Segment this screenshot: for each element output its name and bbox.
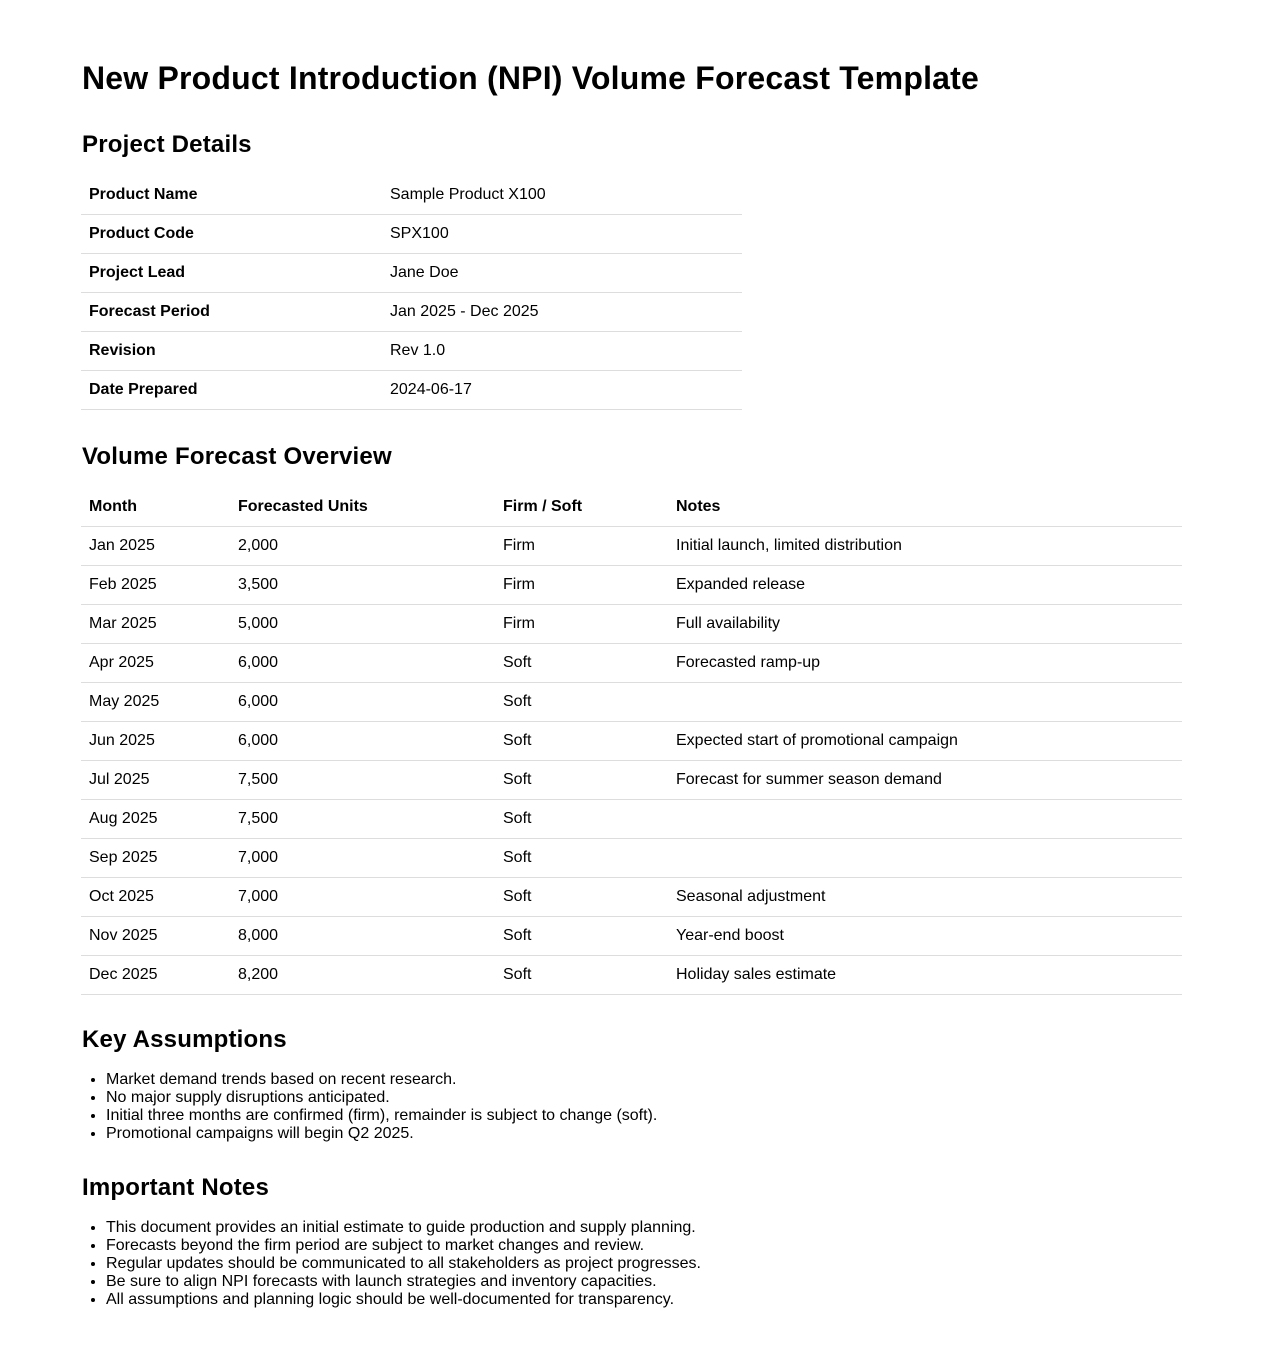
firm-soft-cell: Soft [503, 810, 532, 827]
units-cell: 8,200 [238, 966, 279, 983]
notes-cell: Expanded release [676, 576, 805, 593]
details-row [81, 254, 742, 293]
details-label: Forecast Period [89, 303, 210, 320]
forecast-header-row [81, 488, 1182, 527]
units-cell: 7,000 [238, 888, 279, 905]
firm-soft-cell: Soft [503, 654, 532, 671]
forecast-row [81, 566, 1182, 605]
details-value: SPX100 [390, 225, 449, 242]
firm-soft-cell: Soft [503, 966, 532, 983]
details-row [81, 332, 742, 371]
note-item: • Forecasts beyond the firm period are subject to market changes and review. [106, 1237, 1263, 1255]
month-cell: Jan 2025 [89, 537, 155, 554]
forecast-row [81, 527, 1182, 566]
details-row [81, 176, 742, 215]
units-cell: 6,000 [238, 693, 279, 710]
forecast-row [81, 878, 1182, 917]
month-cell: Mar 2025 [89, 615, 157, 632]
month-cell: Feb 2025 [89, 576, 157, 593]
firm-soft-cell: Soft [503, 732, 532, 749]
project-details-table [81, 176, 742, 410]
column-header-notes: Notes [676, 498, 721, 515]
details-value: Jan 2025 - Dec 2025 [390, 303, 539, 320]
month-cell: Jun 2025 [89, 732, 155, 749]
forecast-table [81, 488, 1182, 995]
units-cell: 5,000 [238, 615, 279, 632]
key-assumptions-list [82, 1071, 1263, 1143]
details-row [81, 371, 742, 410]
units-cell: 3,500 [238, 576, 279, 593]
units-cell: 7,500 [238, 810, 279, 827]
units-cell: 7,000 [238, 849, 279, 866]
details-label: Product Name [89, 186, 198, 203]
forecast-row [81, 800, 1182, 839]
notes-cell: Forecast for summer season demand [676, 771, 942, 788]
month-cell: Sep 2025 [89, 849, 158, 866]
forecast-row [81, 722, 1182, 761]
note-item: • Regular updates should be communicated to all stakeholders as project progresses. [106, 1255, 1263, 1273]
notes-cell: Full availability [676, 615, 781, 632]
forecast-row [81, 761, 1182, 800]
column-header-forecasted-units: Forecasted Units [238, 498, 368, 515]
page-title: New Product Introduction (NPI) Volume Forecast Template [82, 60, 980, 96]
forecast-row [81, 605, 1182, 644]
note-item: • All assumptions and planning logic should be well-documented for transparency. [106, 1291, 1263, 1309]
units-cell: 8,000 [238, 927, 279, 944]
notes-cell [668, 683, 1182, 722]
forecast-row [81, 683, 1182, 722]
column-header-month: Month [89, 498, 137, 515]
firm-soft-cell: Firm [503, 615, 535, 632]
forecast-row [81, 956, 1182, 995]
details-row [81, 215, 742, 254]
assumption-item: • Promotional campaigns will begin Q2 2025. [106, 1125, 1263, 1143]
details-value: Jane Doe [390, 264, 459, 281]
notes-cell: Expected start of promotional campaign [676, 732, 958, 749]
assumption-item: • No major supply disruptions anticipated. [106, 1089, 1263, 1107]
month-cell: May 2025 [89, 693, 160, 710]
project-details-heading: Project Details [82, 131, 252, 158]
details-value: Rev 1.0 [390, 342, 446, 359]
details-label: Product Code [89, 225, 194, 242]
details-row [81, 293, 742, 332]
details-label: Date Prepared [89, 381, 198, 398]
notes-cell: Initial launch, limited distribution [676, 537, 902, 554]
firm-soft-cell: Firm [503, 576, 535, 593]
notes-cell [668, 800, 1182, 839]
units-cell: 2,000 [238, 537, 279, 554]
details-value: Sample Product X100 [390, 186, 546, 203]
note-item: • Be sure to align NPI forecasts with launch strategies and inventory capacities. [106, 1273, 1263, 1291]
details-label: Project Lead [89, 264, 186, 281]
firm-soft-cell: Soft [503, 849, 532, 866]
note-item: • This document provides an initial estimate to guide production and supply planning. [106, 1219, 1263, 1237]
forecast-row [81, 917, 1182, 956]
month-cell: Aug 2025 [89, 810, 158, 827]
month-cell: Jul 2025 [89, 771, 150, 788]
notes-cell: Forecasted ramp-up [676, 654, 821, 671]
firm-soft-cell: Soft [503, 771, 532, 788]
details-value: 2024-06-17 [390, 381, 472, 398]
firm-soft-cell: Soft [503, 927, 532, 944]
column-header-firm-soft: Firm / Soft [503, 498, 583, 515]
month-cell: Nov 2025 [89, 927, 158, 944]
units-cell: 6,000 [238, 732, 279, 749]
firm-soft-cell: Soft [503, 888, 532, 905]
assumption-item: • Market demand trends based on recent research. [106, 1071, 1263, 1089]
notes-cell [668, 839, 1182, 878]
month-cell: Oct 2025 [89, 888, 154, 905]
notes-cell: Seasonal adjustment [676, 888, 826, 905]
important-notes-heading: Important Notes [82, 1174, 270, 1201]
notes-cell: Holiday sales estimate [676, 966, 837, 983]
notes-cell: Year-end boost [676, 927, 784, 944]
assumption-item: • Initial three months are confirmed (firm), remainder is subject to change (soft). [106, 1107, 1263, 1125]
details-label: Revision [89, 342, 156, 359]
units-cell: 6,000 [238, 654, 279, 671]
forecast-overview-heading: Volume Forecast Overview [82, 443, 392, 470]
firm-soft-cell: Soft [503, 693, 532, 710]
forecast-row [81, 644, 1182, 683]
units-cell: 7,500 [238, 771, 279, 788]
key-assumptions-heading: Key Assumptions [82, 1026, 287, 1053]
month-cell: Apr 2025 [89, 654, 154, 671]
month-cell: Dec 2025 [89, 966, 158, 983]
important-notes-list [82, 1219, 1263, 1308]
firm-soft-cell: Firm [503, 537, 535, 554]
forecast-row [81, 839, 1182, 878]
